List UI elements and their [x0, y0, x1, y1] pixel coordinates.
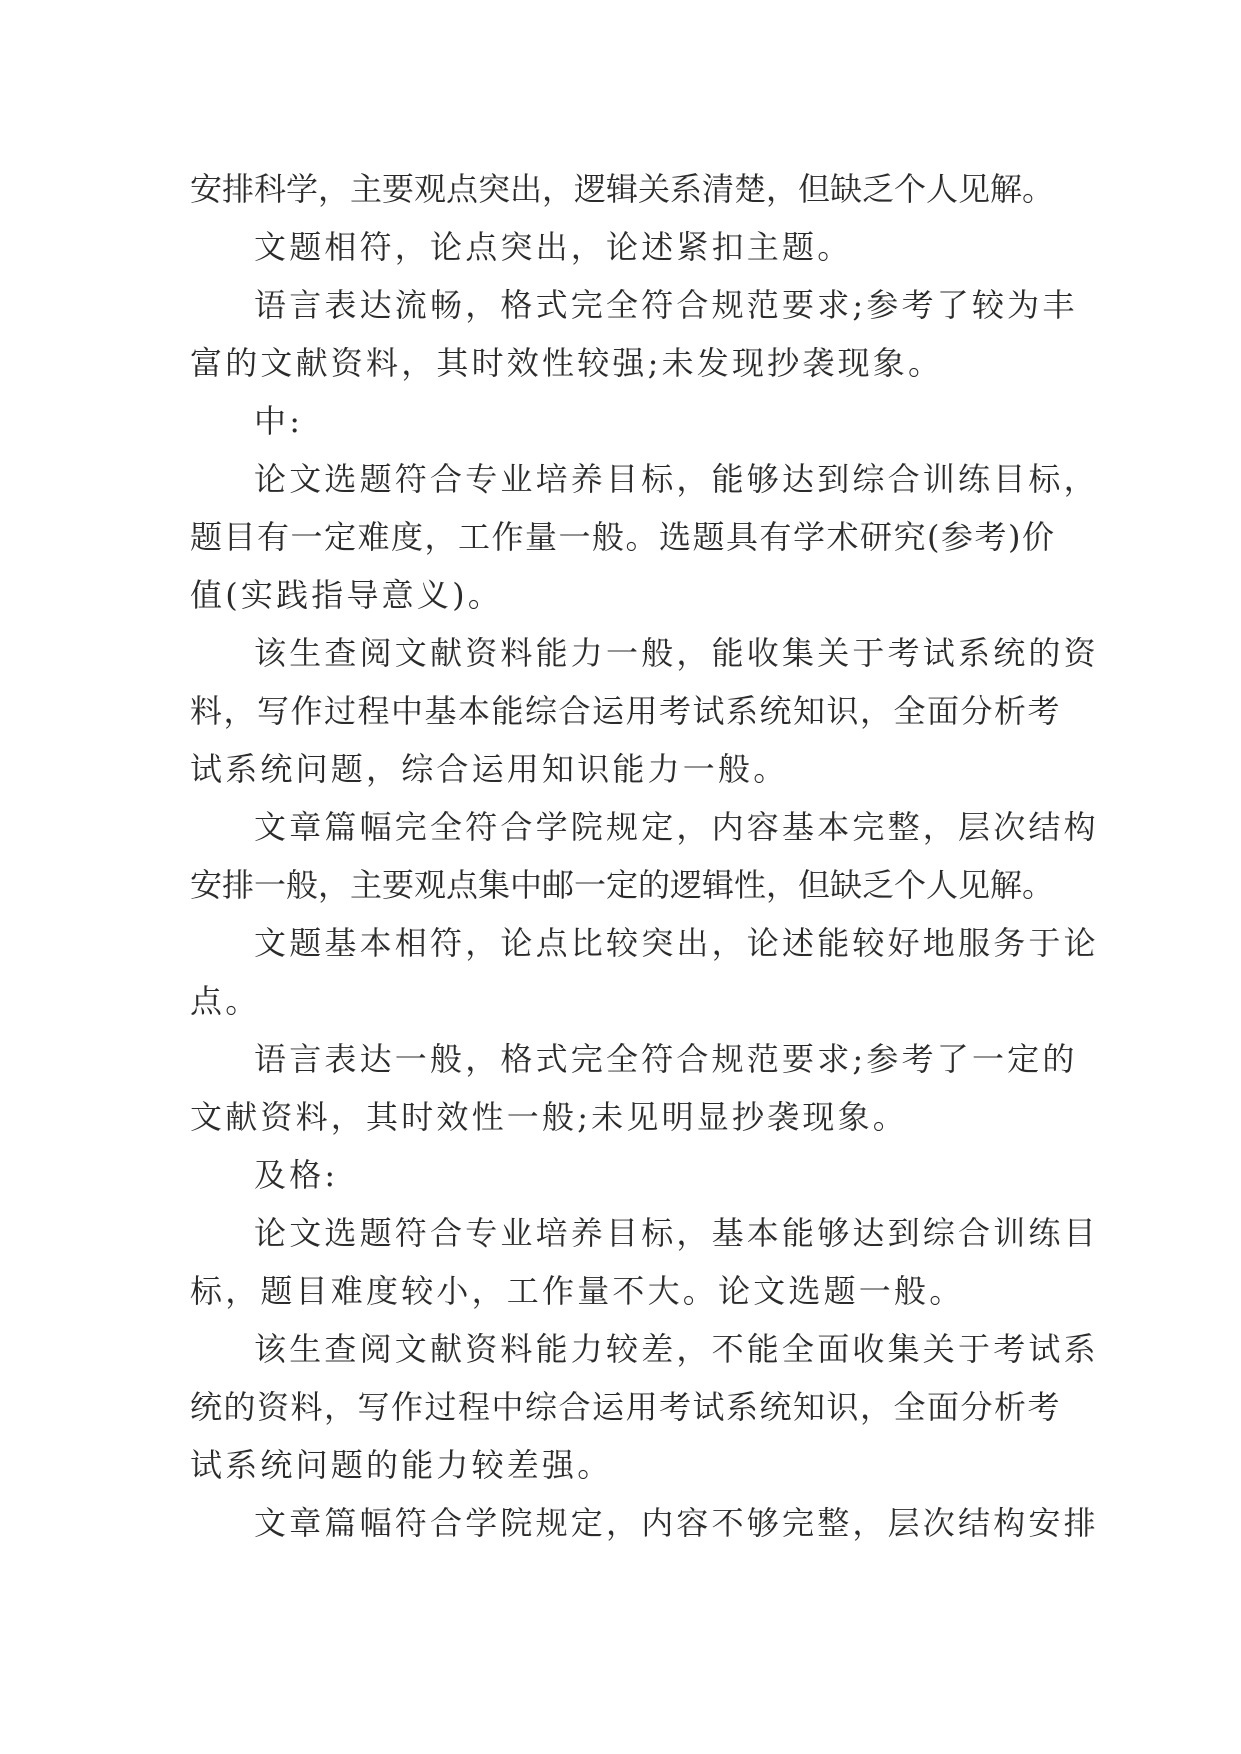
document-body — [190, 160, 1099, 1552]
text-line: 文献资料，其时效性一般;未见明显抄袭现象。 — [190, 1098, 908, 1136]
text-line: 论文选题符合专业培养目标，能够达到综合训练目标， — [254, 460, 1099, 498]
text-line: 该生查阅文献资料能力较差，不能全面收集关于考试系 — [254, 1330, 1099, 1368]
text-line: 点。 — [190, 982, 261, 1020]
text-line: 语言表达一般，格式完全符合规范要求;参考了一定的 — [254, 1040, 1078, 1078]
section-heading: 中: — [254, 402, 304, 440]
text-line: 语言表达流畅，格式完全符合规范要求;参考了较为丰 — [254, 286, 1078, 324]
text-line: 试系统问题，综合运用知识能力一般。 — [190, 750, 789, 788]
text-line: 文题基本相符，论点比较突出，论述能较好地服务于论 — [254, 924, 1099, 962]
text-line: 值(实践指导意义)。 — [190, 576, 503, 614]
text-line: 安排一般，主要观点集中邮一定的逻辑性，但缺乏个人见解。 — [190, 866, 1055, 904]
text-line: 安排科学，主要观点突出，逻辑关系清楚，但缺乏个人见解。 — [190, 170, 1055, 208]
text-line: 富的文献资料，其时效性较强;未发现抄袭现象。 — [190, 344, 944, 382]
text-line: 试系统问题的能力较差强。 — [190, 1446, 613, 1484]
text-line: 该生查阅文献资料能力一般，能收集关于考试系统的资 — [254, 634, 1099, 672]
text-line: 题目有一定难度，工作量一般。选题具有学术研究(参考)价 — [190, 518, 1056, 556]
text-line: 文章篇幅完全符合学院规定，内容基本完整，层次结构 — [254, 808, 1099, 846]
text-line: 料，写作过程中基本能综合运用考试系统知识，全面分析考 — [190, 692, 1062, 730]
text-line: 文章篇幅符合学院规定，内容不够完整，层次结构安排 — [254, 1504, 1099, 1542]
text-line: 统的资料，写作过程中综合运用考试系统知识，全面分析考 — [190, 1388, 1062, 1426]
text-line: 论文选题符合专业培养目标，基本能够达到综合训练目 — [254, 1214, 1099, 1252]
text-line: 标，题目难度较小，工作量不大。论文选题一般。 — [190, 1272, 965, 1310]
text-line: 文题相符，论点突出，论述紧扣主题。 — [254, 228, 853, 266]
section-heading: 及格: — [254, 1156, 339, 1194]
